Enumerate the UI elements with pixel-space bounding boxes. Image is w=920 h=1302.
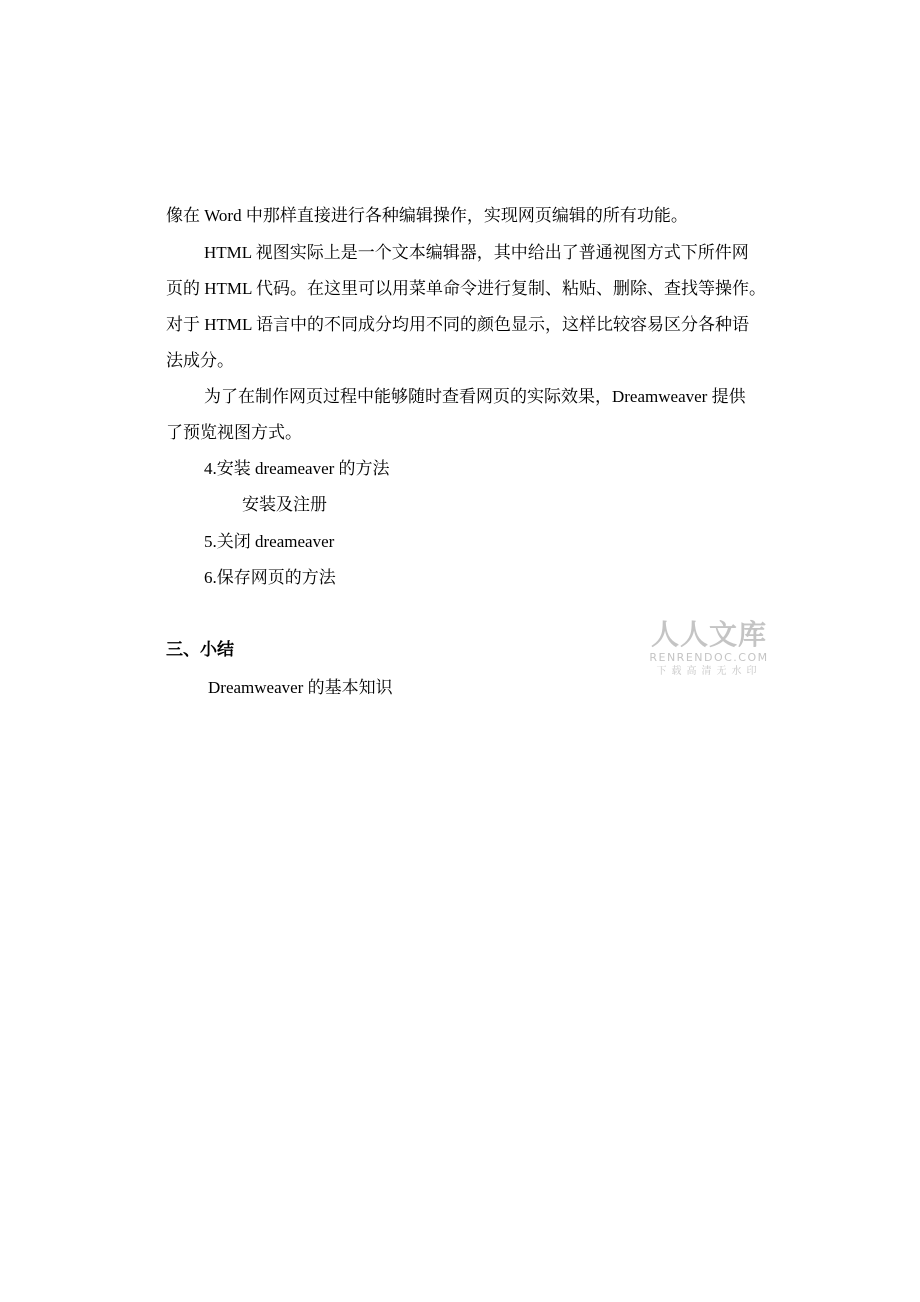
paragraph-line: 为了在制作网页过程中能够随时查看网页的实际效果，Dreamweaver 提供 (204, 387, 746, 406)
paragraph-line: 了预览视图方式。 (166, 423, 302, 442)
watermark-logo (646, 619, 772, 679)
watermark-title: 人人文库 (650, 618, 767, 651)
paragraph-line: 页的 HTML 代码。在这里可以用菜单命令进行复制、粘贴、删除、查找等操作。 (166, 279, 767, 298)
watermark-domain: RENRENDOC.COM (649, 651, 769, 664)
list-item-close: 5.关闭 dreameaver (204, 532, 335, 551)
paragraph-line: 像在 Word 中那样直接进行各种编辑操作，实现网页编辑的所有功能。 (166, 206, 688, 225)
list-subitem-register: 安装及注册 (242, 495, 327, 514)
section-heading-summary: 三、小结 (166, 640, 234, 659)
paragraph-line: 对于 HTML 语言中的不同成分均用不同的颜色显示，这样比较容易区分各种语 (166, 315, 750, 334)
watermark-tagline: 下载高清无水印 (656, 666, 762, 677)
summary-text: Dreamweaver 的基本知识 (208, 678, 393, 697)
list-item-install: 4.安装 dreameaver 的方法 (204, 459, 390, 478)
paragraph-line: 法成分。 (166, 351, 234, 370)
list-item-save: 6.保存网页的方法 (204, 568, 336, 587)
paragraph-line: HTML 视图实际上是一个文本编辑器，其中给出了普通视图方式下所件网 (204, 243, 749, 262)
